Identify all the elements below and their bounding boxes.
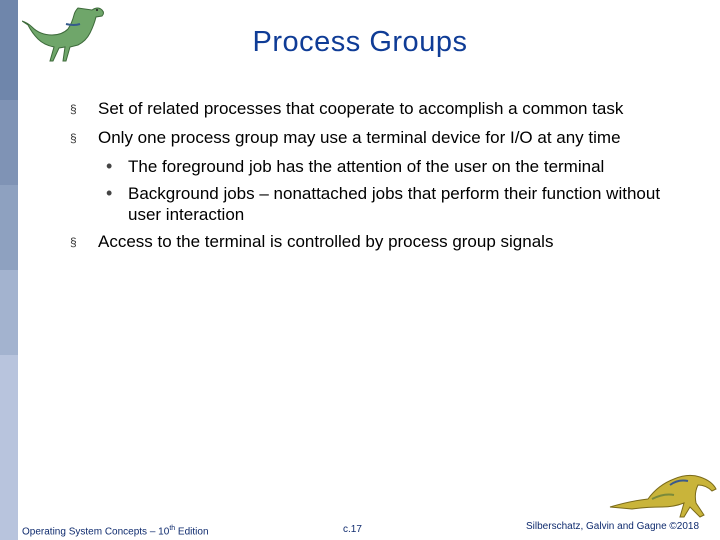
left-sidebar-bar [0,0,18,540]
bullet-item [70,127,690,149]
sub-bullet-item [70,183,690,225]
sub-bullet-item [70,156,690,177]
section-bullet-icon: § [70,131,77,145]
bullet-item [70,231,690,253]
bullet-item [70,98,690,120]
slide-title: Process Groups [252,26,468,58]
bullet-text: Access to the terminal is controlled by process group signals [98,232,554,251]
slide-content [70,98,690,260]
dinosaur-logo-bottom-icon [600,455,720,525]
sub-bullet-text: The foreground job has the attention of the user on the terminal [128,157,605,176]
footer-book-title: Operating System Concepts – 10th Edition [22,525,209,538]
bullet-text: Set of related processes that cooperate to accomplish a common task [98,99,624,118]
footer-page-number: c.17 [343,524,362,535]
dinosaur-logo-icon [22,4,114,72]
section-bullet-icon: § [70,235,77,249]
footer-copyright: Silberschatz, Galvin and Gagne ©2018 [526,521,700,532]
bullet-text: Only one process group may use a terminal device for I/O at any time [98,128,621,147]
section-bullet-icon: § [70,102,77,116]
dot-bullet-icon: • [106,183,113,203]
dot-bullet-icon: • [106,156,113,176]
sub-bullet-text: Background jobs – nonattached jobs that perform their function without user interaction [128,184,661,224]
